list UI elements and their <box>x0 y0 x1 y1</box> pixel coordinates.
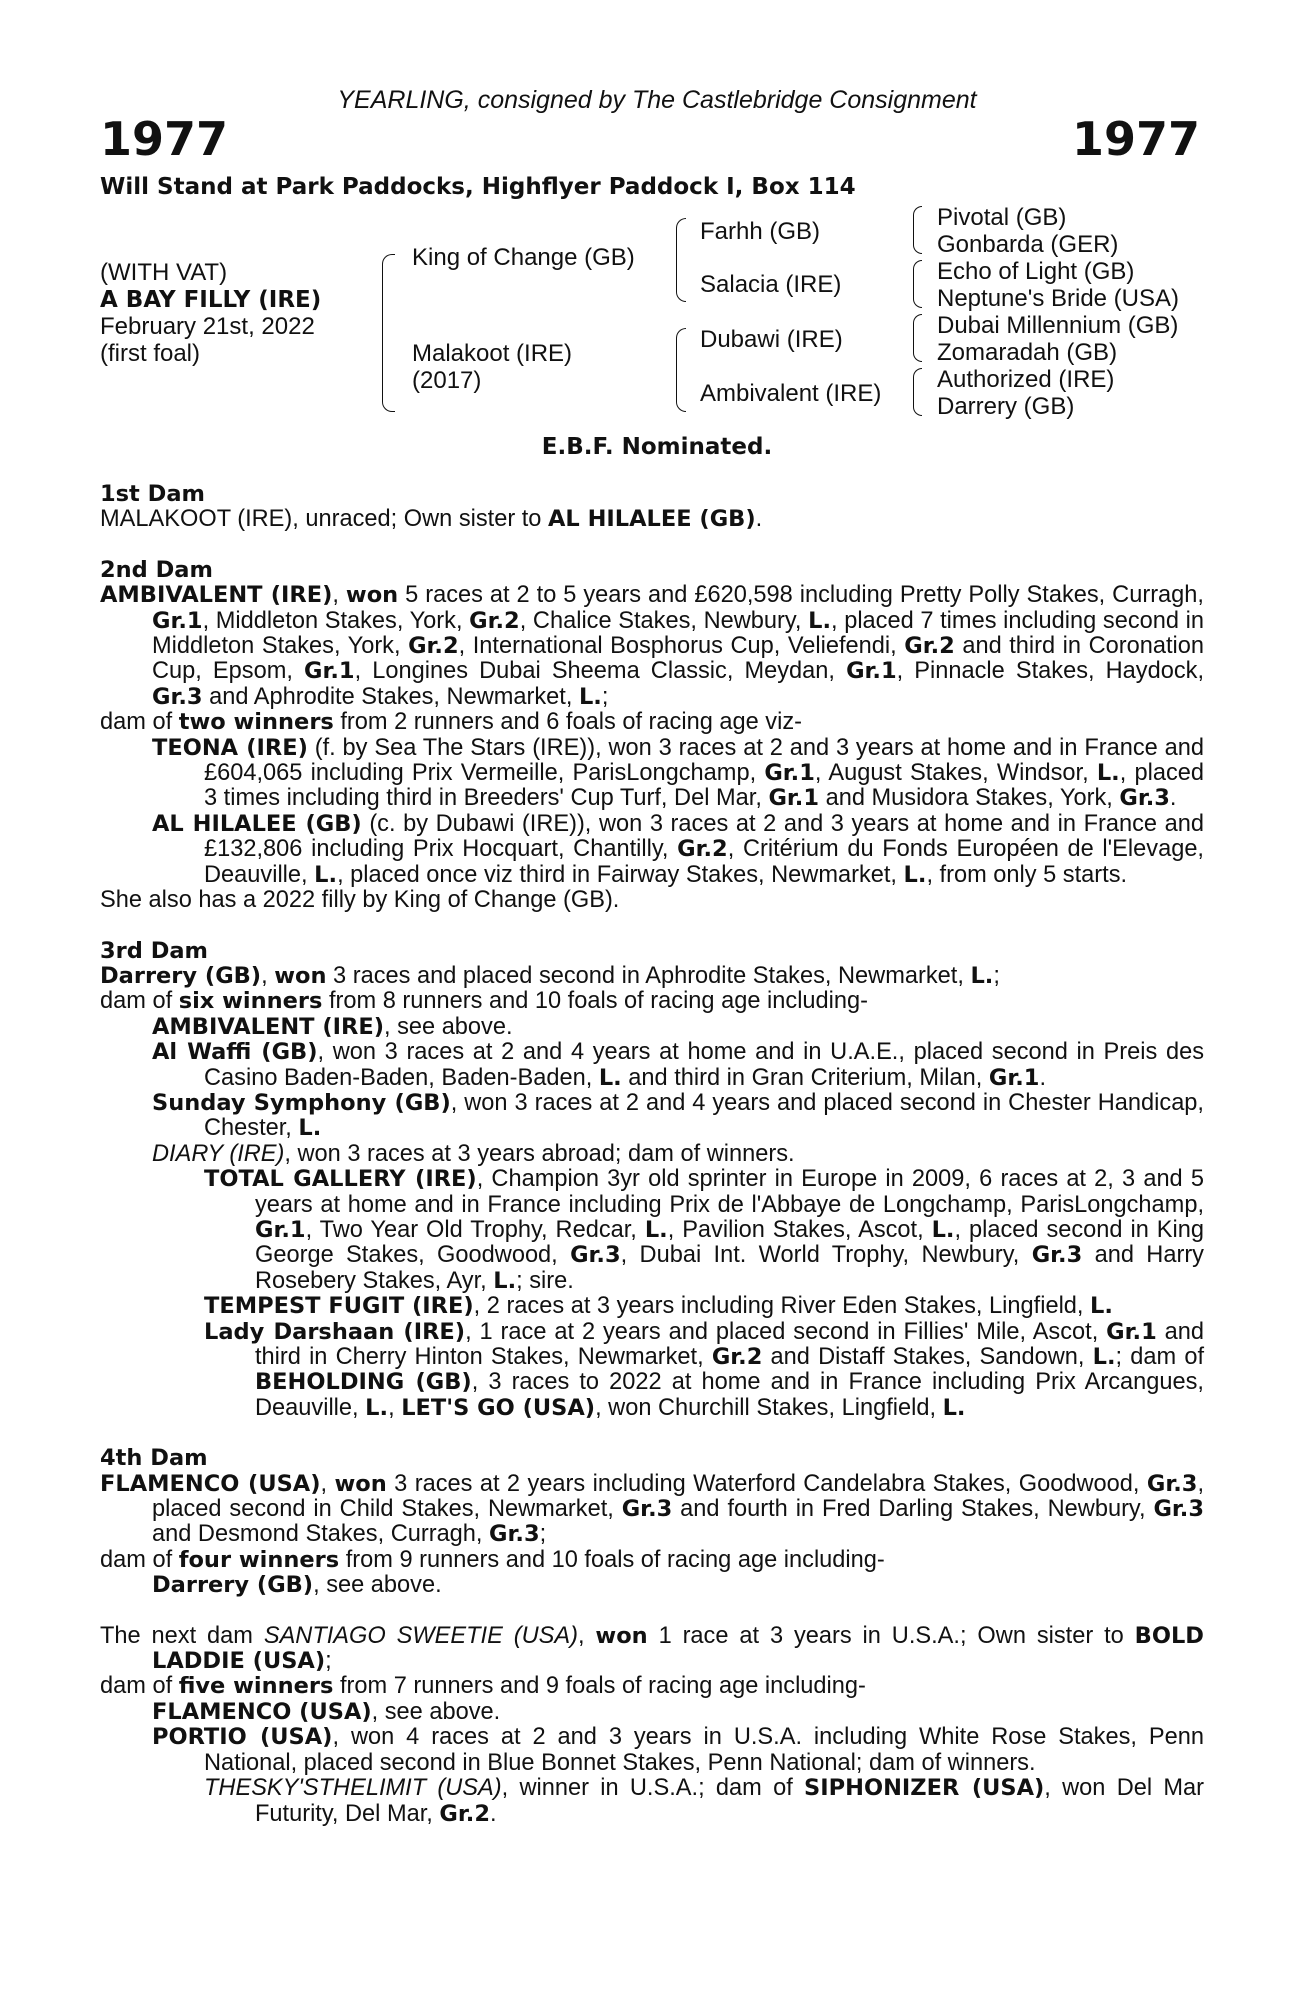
dam-name: Malakoot (IRE) <box>412 340 573 367</box>
consignor-subtitle: YEARLING, consigned by The Castlebridge Consignment <box>337 86 977 114</box>
dam2-produce-summary: dam of two winners from 2 runners and 6 foals of racing age viz- <box>100 709 802 736</box>
dam-dam: Ambivalent (IRE) <box>700 380 882 407</box>
dam4-heading: 4th Dam <box>100 1445 208 1472</box>
dd-sire: Authorized (IRE) <box>937 366 1115 393</box>
pedigree-brace-dam <box>676 328 686 412</box>
next-dam-grandfoal-theskysthelimit: THESKY'STHELIMIT (USA), winner in U.S.A.; dam of SIPHONIZER (USA), won Del Mar Futurity, Del Mar, Gr.2. <box>204 1775 1205 1827</box>
dam-year: (2017) <box>412 367 482 394</box>
sire-name: King of Change (GB) <box>412 244 635 271</box>
dam3-produce-summary: dam of six winners from 8 runners and 10 foals of racing age including- <box>100 988 869 1015</box>
dam2-heading: 2nd Dam <box>100 556 213 583</box>
dam3-record: Darrery (GB), won 3 races and placed second in Aphrodite Stakes, Newmarket, L.; <box>100 962 1000 989</box>
ss-dam: Gonbarda (GER) <box>937 231 1119 258</box>
catalogue-body <box>100 482 1204 1827</box>
next-dam-record: The next dam SANTIAGO SWEETIE (USA), won 1 race at 3 years in U.S.A.; Own sister to BOLD LADDIE (USA); <box>100 1622 1204 1675</box>
dam3-foal-ambivalent: AMBIVALENT (IRE), see above. <box>152 1013 513 1040</box>
pedigree-brace-ds <box>913 314 922 362</box>
pedigree-brace-main <box>382 254 395 412</box>
pedigree-brace-ss <box>913 206 922 254</box>
ss-sire: Pivotal (GB) <box>937 204 1067 231</box>
dam2-foal-al-hilalee: AL HILALEE (GB) (c. by Dubawi (IRE)), won 3 races at 2 and 3 years at home and in France and £132,806 including Prix Hocquart, Chantilly, Gr.2, Critérium du Fonds Européen de l'Elevage, Deauville, L., placed once viz third in Fairway Stakes, Newmarket, L., from only 5 starts. <box>152 810 1204 888</box>
next-dam-foal-flamenco: FLAMENCO (USA), see above. <box>152 1698 501 1725</box>
dam1-heading: 1st Dam <box>100 481 205 507</box>
foal-note: (first foal) <box>100 340 201 367</box>
sd-dam: Neptune's Bride (USA) <box>937 285 1180 312</box>
pedigree-brace-dd <box>913 368 922 416</box>
dam2-record: AMBIVALENT (IRE), won 5 races at 2 to 5 years and £620,598 including Pretty Polly Stakes, Curragh, Gr.1, Middleton Stakes, York, Gr.2, Chalice Stakes, Newbury, L., placed 7 times including second in Middleton Stakes, York, Gr.2, International Bosphorus Cup, Veliefendi, Gr.2 and third in Coronation Cup, Epsom, Gr.1, Longines Dubai Sheema Classic, Meydan, Gr.1, Pinnacle Stakes, Haydock, Gr.3 and Aphrodite Stakes, Newmarket, L.; <box>100 582 1204 710</box>
dam4-foal-darrery: Darrery (GB), see above. <box>152 1572 442 1599</box>
ds-sire: Dubai Millennium (GB) <box>937 312 1179 339</box>
dam3-grandfoal-tempest-fugit: TEMPEST FUGIT (IRE), 2 races at 3 years including River Eden Stakes, Lingfield, L. <box>204 1293 1113 1320</box>
dam4-record: FLAMENCO (USA), won 3 races at 2 years including Waterford Candelabra Stakes, Goodwood, Gr.3, placed second in Child Stakes, Newmarket, Gr.3 and fourth in Fred Darling Stakes, Newbury, Gr.3 and Desmond Stakes, Curragh, Gr.3; <box>100 1470 1204 1548</box>
dam-sire: Dubawi (IRE) <box>700 326 843 353</box>
next-dam-foal-portio: PORTIO (USA), won 4 races at 2 and 3 years in U.S.A. including White Rose Stakes, Penn National, placed second in Blue Bonnet Stakes, Penn National; dam of winners. <box>152 1724 1204 1776</box>
next-dam-produce-summary: dam of five winners from 7 runners and 9 foals of racing age including- <box>100 1673 866 1700</box>
dd-dam: Darrery (GB) <box>937 393 1075 420</box>
dam3-foal-al-waffi: Al Waffi (GB), won 3 races at 2 and 4 years at home and in U.A.E., placed second in Preis des Casino Baden-Baden, Baden-Baden, L. and third in Gran Criterium, Milan, Gr.1. <box>152 1039 1205 1091</box>
sd-sire: Echo of Light (GB) <box>937 258 1135 285</box>
sire-dam: Salacia (IRE) <box>700 271 842 298</box>
pedigree-brace-sire <box>676 218 686 302</box>
dam4-produce-summary: dam of four winners from 9 runners and 10 foals of racing age including- <box>100 1546 885 1573</box>
pedigree-brace-sd <box>913 260 922 308</box>
dam2-footnote: She also has a 2022 filly by King of Change (GB). <box>100 887 620 914</box>
ebf-nomination: E.B.F. Nominated. <box>541 434 773 460</box>
sire-sire: Farhh (GB) <box>700 218 821 245</box>
stand-location: Will Stand at Park Paddocks, Highflyer Paddock I, Box 114 <box>100 174 856 200</box>
horse-name: A BAY FILLY (IRE) <box>100 287 322 313</box>
dam1-text: MALAKOOT (IRE), unraced; Own sister to AL HILALEE (GB). <box>100 506 763 533</box>
ds-dam: Zomaradah (GB) <box>937 339 1118 366</box>
dam2-foal-teona: TEONA (IRE) (f. by Sea The Stars (IRE)), won 3 races at 2 and 3 years at home and in France and £604,065 including Prix Vermeille, ParisLongchamp, Gr.1, August Stakes, Windsor, L., placed 3 times including third in Breeders' Cup Turf, Del Mar, Gr.1 and Musidora Stakes, York, Gr.3. <box>152 734 1204 812</box>
foaling-date: February 21st, 2022 <box>100 313 315 340</box>
dam3-foal-sunday-symphony: Sunday Symphony (GB), won 3 races at 2 and 4 years and placed second in Chester Handicap, Chester, L. <box>152 1089 1204 1142</box>
dam3-grandfoal-lady-darshaan: Lady Darshaan (IRE), 1 race at 2 years and placed second in Fillies' Mile, Ascot, Gr.1 and third in Cherry Hinton Stakes, Newmarket, Gr.2 and Distaff Stakes, Sandown, L.; dam of BEHOLDING (GB), 3 races to 2022 at home and in France including Prix Arcangues, Deauville, L., LET'S GO (USA), won Churchill Stakes, Lingfield, L. <box>204 1318 1205 1421</box>
dam3-grandfoal-total-gallery: TOTAL GALLERY (IRE), Champion 3yr old sprinter in Europe in 2009, 6 races at 2, 3 and 5 years at home and in France including Prix de l'Abbaye de Longchamp, ParisLongchamp, Gr.1, Two Year Old Trophy, Redcar, L., Pavilion Stakes, Ascot, L., placed second in King George Stakes, Goodwood, Gr.3, Dubai Int. World Trophy, Newbury, Gr.3 and Harry Rosebery Stakes, Ayr, L.; sire. <box>204 1166 1204 1294</box>
vat-note: (WITH VAT) <box>100 259 228 286</box>
lot-number-left: 1977 <box>100 112 229 166</box>
dam3-foal-diary: DIARY (IRE), won 3 races at 3 years abroad; dam of winners. <box>152 1140 795 1167</box>
lot-number-right: 1977 <box>1071 112 1200 166</box>
dam3-heading: 3rd Dam <box>100 937 208 964</box>
